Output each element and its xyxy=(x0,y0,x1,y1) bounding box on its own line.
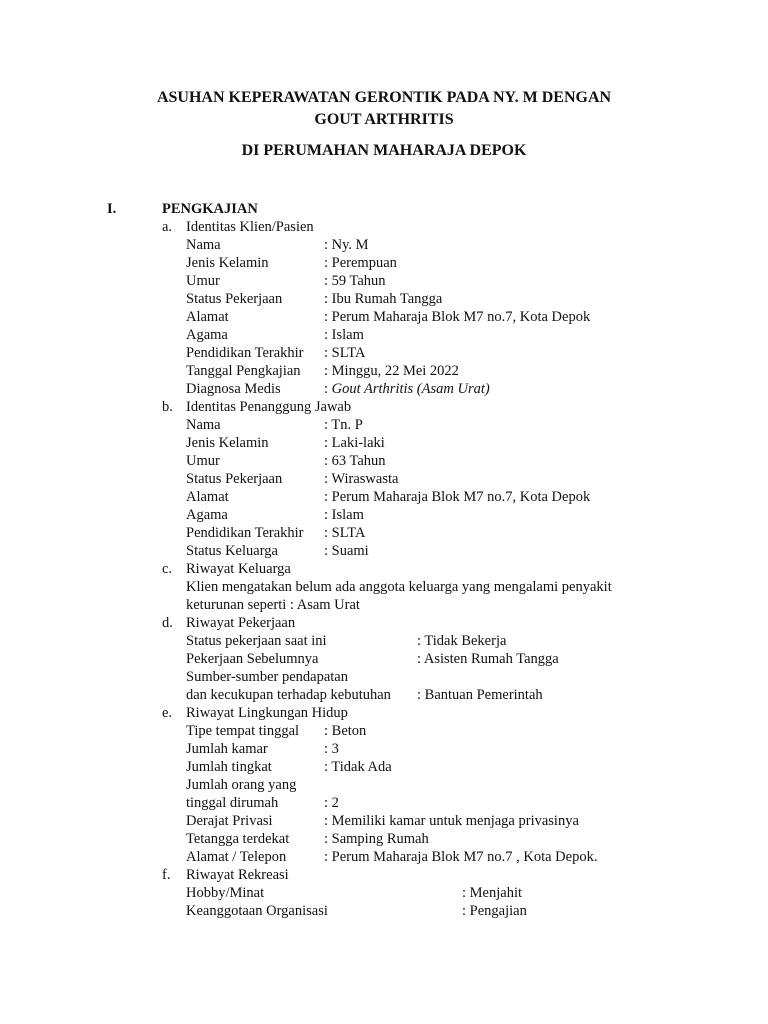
occupants-label-1: Jumlah orang yang xyxy=(186,777,297,793)
hobby-value: : Menjahit xyxy=(462,885,523,901)
organization-value: : Pengajian xyxy=(462,903,527,919)
subsection-e-heading: Riwayat Lingkungan Hidup xyxy=(186,705,348,721)
subsection-b-heading: Identitas Penanggung Jawab xyxy=(186,399,352,415)
room-count-value: : 3 xyxy=(324,741,339,757)
document-title-line-2: GOUT ARTHRITIS xyxy=(314,111,454,128)
guardian-gender-value: : Laki-laki xyxy=(324,435,385,451)
client-education-label: Pendidikan Terakhir xyxy=(186,345,304,361)
assessment-date-label: Tanggal Pengkajian xyxy=(186,363,301,379)
subsection-c-heading: Riwayat Keluarga xyxy=(186,561,291,577)
client-religion-value: : Islam xyxy=(324,327,364,343)
family-history-text-2: keturunan seperti : Asam Urat xyxy=(186,597,360,613)
guardian-address-value: : Perum Maharaja Blok M7 no.7, Kota Depok xyxy=(324,489,591,505)
floor-count-label: Jumlah tingkat xyxy=(186,759,272,775)
subsection-c-letter: c. xyxy=(162,561,173,577)
house-type-label: Tipe tempat tinggal xyxy=(186,723,300,739)
current-job-label: Status pekerjaan saat ini xyxy=(186,633,327,649)
section-title: PENGKAJIAN xyxy=(162,201,258,217)
client-gender-label: Jenis Kelamin xyxy=(186,255,269,271)
subsection-f-heading: Riwayat Rekreasi xyxy=(186,867,289,883)
address-phone-value: : Perum Maharaja Blok M7 no.7 , Kota Depok. xyxy=(324,849,598,865)
assessment-date-value: : Minggu, 22 Mei 2022 xyxy=(324,363,459,379)
guardian-education-value: : SLTA xyxy=(324,525,366,541)
section-number: I. xyxy=(107,201,117,217)
guardian-occupation-value: : Wiraswasta xyxy=(324,471,399,487)
subsection-e-letter: e. xyxy=(162,705,173,721)
guardian-age-value: : 63 Tahun xyxy=(324,453,386,469)
occupants-label-2: tinggal dirumah xyxy=(186,795,279,811)
guardian-religion-value: : Islam xyxy=(324,507,364,523)
family-history-text-1: Klien mengatakan belum ada anggota keluarga yang mengalami penyakit xyxy=(186,579,612,595)
client-occupation-label: Status Pekerjaan xyxy=(186,291,283,307)
guardian-occupation-label: Status Pekerjaan xyxy=(186,471,283,487)
client-gender-value: : Perempuan xyxy=(324,255,397,271)
guardian-name-value: : Tn. P xyxy=(324,417,363,433)
subsection-b-letter: b. xyxy=(162,399,173,415)
medical-diagnosis-colon: : xyxy=(324,381,332,397)
guardian-gender-label: Jenis Kelamin xyxy=(186,435,269,451)
occupants-value: : 2 xyxy=(324,795,339,811)
floor-count-value: : Tidak Ada xyxy=(324,759,392,775)
medical-diagnosis-text: Gout Arthritis (Asam Urat) xyxy=(331,381,490,397)
document-subtitle: DI PERUMAHAN MAHARAJA DEPOK xyxy=(241,142,527,159)
address-phone-label: Alamat / Telepon xyxy=(186,849,287,865)
room-count-label: Jumlah kamar xyxy=(186,741,268,757)
subsection-f-letter: f. xyxy=(162,867,171,883)
subsection-a-heading: Identitas Klien/Pasien xyxy=(186,219,314,235)
client-education-value: : SLTA xyxy=(324,345,366,361)
client-address-value: : Perum Maharaja Blok M7 no.7, Kota Depok xyxy=(324,309,591,325)
client-religion-label: Agama xyxy=(186,327,228,343)
subsection-d-heading: Riwayat Pekerjaan xyxy=(186,615,296,631)
privacy-value: : Memiliki kamar untuk menjaga privasinya xyxy=(324,813,579,829)
hobby-label: Hobby/Minat xyxy=(186,885,265,901)
guardian-relation-label: Status Keluarga xyxy=(186,543,278,559)
organization-label: Keanggotaan Organisasi xyxy=(186,903,328,919)
medical-diagnosis-value xyxy=(324,380,490,398)
client-name-value: : Ny. M xyxy=(324,237,369,253)
medical-diagnosis-label: Diagnosa Medis xyxy=(186,381,281,397)
guardian-religion-label: Agama xyxy=(186,507,228,523)
client-age-value: : 59 Tahun xyxy=(324,273,386,289)
guardian-education-label: Pendidikan Terakhir xyxy=(186,525,304,541)
neighbor-label: Tetangga terdekat xyxy=(186,831,290,847)
income-source-label-1: Sumber-sumber pendapatan xyxy=(186,669,348,685)
client-address-label: Alamat xyxy=(186,309,229,325)
guardian-name-label: Nama xyxy=(186,417,221,433)
guardian-relation-value: : Suami xyxy=(324,543,369,559)
client-occupation-value: : Ibu Rumah Tangga xyxy=(324,291,443,307)
document-title-line-1: ASUHAN KEPERAWATAN GERONTIK PADA NY. M DENGAN xyxy=(156,89,612,106)
previous-job-value: : Asisten Rumah Tangga xyxy=(417,651,559,667)
client-age-label: Umur xyxy=(186,273,220,289)
guardian-age-label: Umur xyxy=(186,453,220,469)
neighbor-value: : Samping Rumah xyxy=(324,831,429,847)
guardian-address-label: Alamat xyxy=(186,489,229,505)
previous-job-label: Pekerjaan Sebelumnya xyxy=(186,651,319,667)
subsection-d-letter: d. xyxy=(162,615,173,631)
house-type-value: : Beton xyxy=(324,723,367,739)
privacy-label: Derajat Privasi xyxy=(186,813,273,829)
client-name-label: Nama xyxy=(186,237,221,253)
subsection-a-letter: a. xyxy=(162,219,173,235)
income-source-label-2: dan kecukupan terhadap kebutuhan xyxy=(186,687,391,703)
income-source-value: : Bantuan Pemerintah xyxy=(417,687,543,703)
current-job-value: : Tidak Bekerja xyxy=(417,633,507,649)
